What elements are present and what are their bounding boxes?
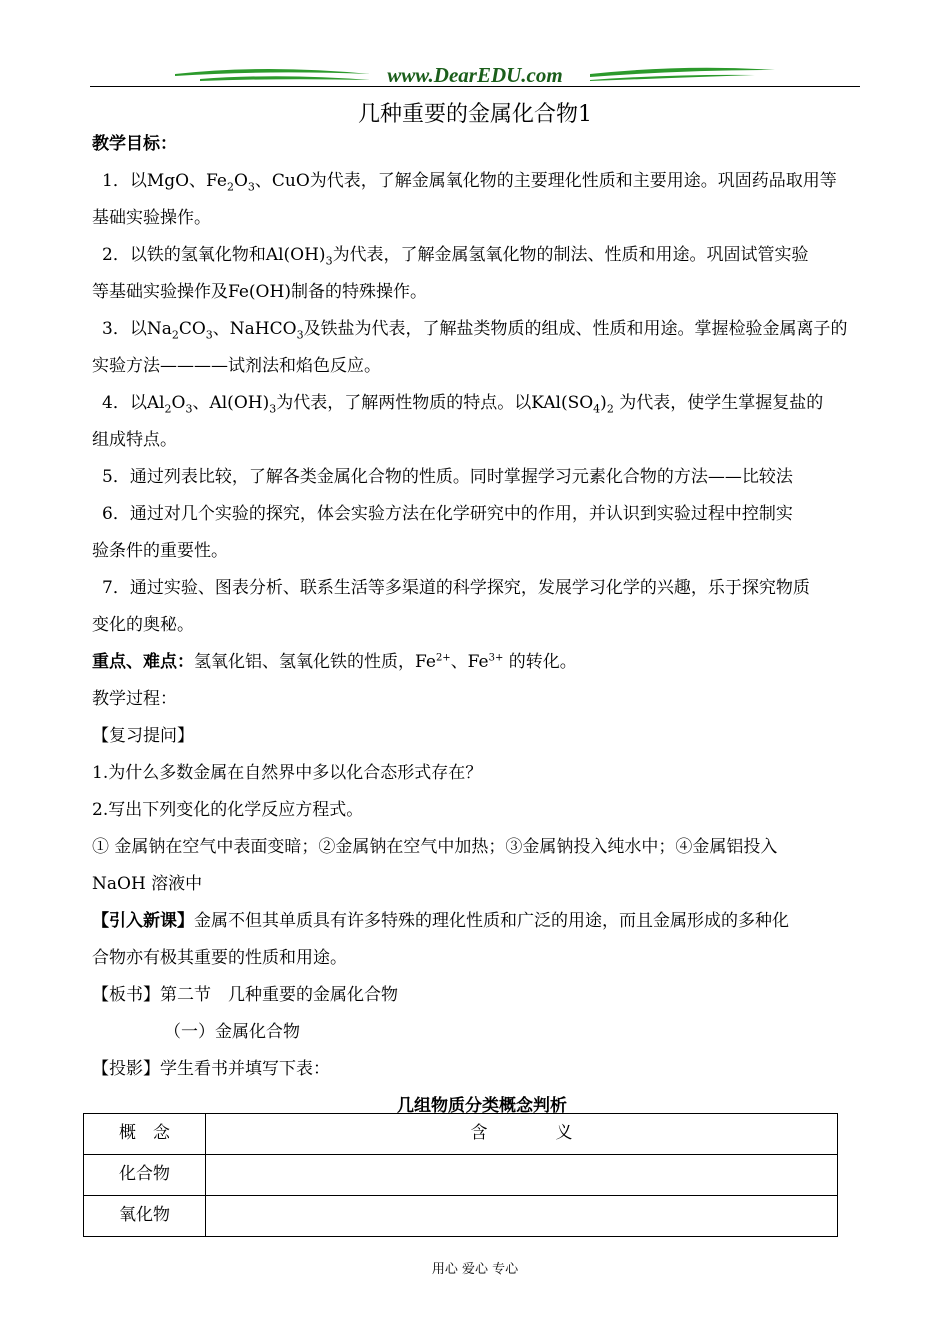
objective-6-cont: 验条件的重要性。 xyxy=(92,541,228,561)
projection-note: 【投影】学生看书并填写下表： xyxy=(92,1059,330,1079)
question-2: 2.写出下列变化的化学反应方程式。 xyxy=(92,800,364,820)
table-header-row xyxy=(84,1114,838,1155)
review-heading: 【复习提问】 xyxy=(92,726,194,746)
header-rule xyxy=(90,86,860,87)
objective-4-cont: 组成特点。 xyxy=(92,430,177,450)
table-caption: 几组物质分类概念判析 xyxy=(397,1096,567,1116)
table-cell-meaning xyxy=(206,1196,838,1237)
question-2-items-cont: NaOH 溶液中 xyxy=(92,874,203,894)
intro-new-lesson-cont: 合物亦有极其重要的性质和用途。 xyxy=(92,948,347,968)
intro-new-lesson: 【引入新课】金属不但其单质具有许多特殊的理化性质和广泛的用途，而且金属形成的多种化 xyxy=(92,911,789,931)
board-note: 【板书】第二节 几种重要的金属化合物 xyxy=(92,985,398,1005)
site-logo-text: www.DearEDU.com xyxy=(387,63,563,87)
table-row xyxy=(84,1196,838,1237)
objectives-heading: 教学目标： xyxy=(92,134,177,154)
page-title: 几种重要的金属化合物1 xyxy=(358,102,592,127)
key-points: 重点、难点：氢氧化铝、氢氧化铁的性质，$Fe^{2+}$、$Fe^{3+}$ 的转化。 xyxy=(92,652,577,672)
objective-1: 1．以MgO、$Fe_2O_3$、CuO为代表，了解金属氧化物的主要理化性质和主要用途。巩固药品取用等 xyxy=(102,171,837,194)
objective-4: 4．以$Al_2O_3$、$Al(OH)_3$为代表，了解两性物质的特点。以$KAl(SO_4)_2$ 为代表，使学生掌握复盐的 xyxy=(102,393,824,416)
objective-7-cont: 变化的奥秘。 xyxy=(92,615,194,635)
objective-7: 7．通过实验、图表分析、联系生活等多渠道的科学探究，发展学习化学的兴趣，乐于探究物质 xyxy=(102,578,810,598)
objective-5: 5．通过列表比较，了解各类金属化合物的性质。同时掌握学习元素化合物的方法——比较法 xyxy=(102,467,793,487)
table-header-concept: 概 念 xyxy=(84,1114,206,1155)
table-cell-meaning xyxy=(206,1155,838,1196)
objective-1-cont: 基础实验操作。 xyxy=(92,208,211,228)
question-1: 1.为什么多数金属在自然界中多以化合态形式存在？ xyxy=(92,763,483,783)
board-subheading: （一）金属化合物 xyxy=(164,1022,300,1042)
objective-3: 3．以$Na_2CO_3$、NaHCO$_3$及铁盐为代表，了解盐类物质的组成、性质和用途。掌握检验金属离子的 xyxy=(102,319,848,342)
table-row xyxy=(84,1155,838,1196)
objective-2-cont: 等基础实验操作及Fe(OH)制备的特殊操作。 xyxy=(92,282,427,302)
objective-3-cont: 实验方法————试剂法和焰色反应。 xyxy=(92,356,381,376)
objective-2: 2．以铁的氢氧化物和$Al(OH)_3$为代表，了解金属氢氧化物的制法、性质和用途。巩固试管实验 xyxy=(102,245,809,268)
process-heading: 教学过程： xyxy=(92,689,177,709)
document-body xyxy=(92,126,872,1125)
question-2-items: ① 金属钠在空气中表面变暗；②金属钠在空气中加热；③金属钠投入纯水中；④金属铝投入 xyxy=(92,837,778,857)
table-cell-concept: 氧化物 xyxy=(84,1196,206,1237)
table-header-meaning: 含 义 xyxy=(206,1114,838,1155)
page-footer: 用心 爱心 专心 xyxy=(431,1262,519,1277)
objective-6: 6．通过对几个实验的探究，体会实验方法在化学研究中的作用，并认识到实验过程中控制实 xyxy=(102,504,793,524)
table-cell-concept: 化合物 xyxy=(84,1155,206,1196)
concept-table xyxy=(83,1113,838,1237)
